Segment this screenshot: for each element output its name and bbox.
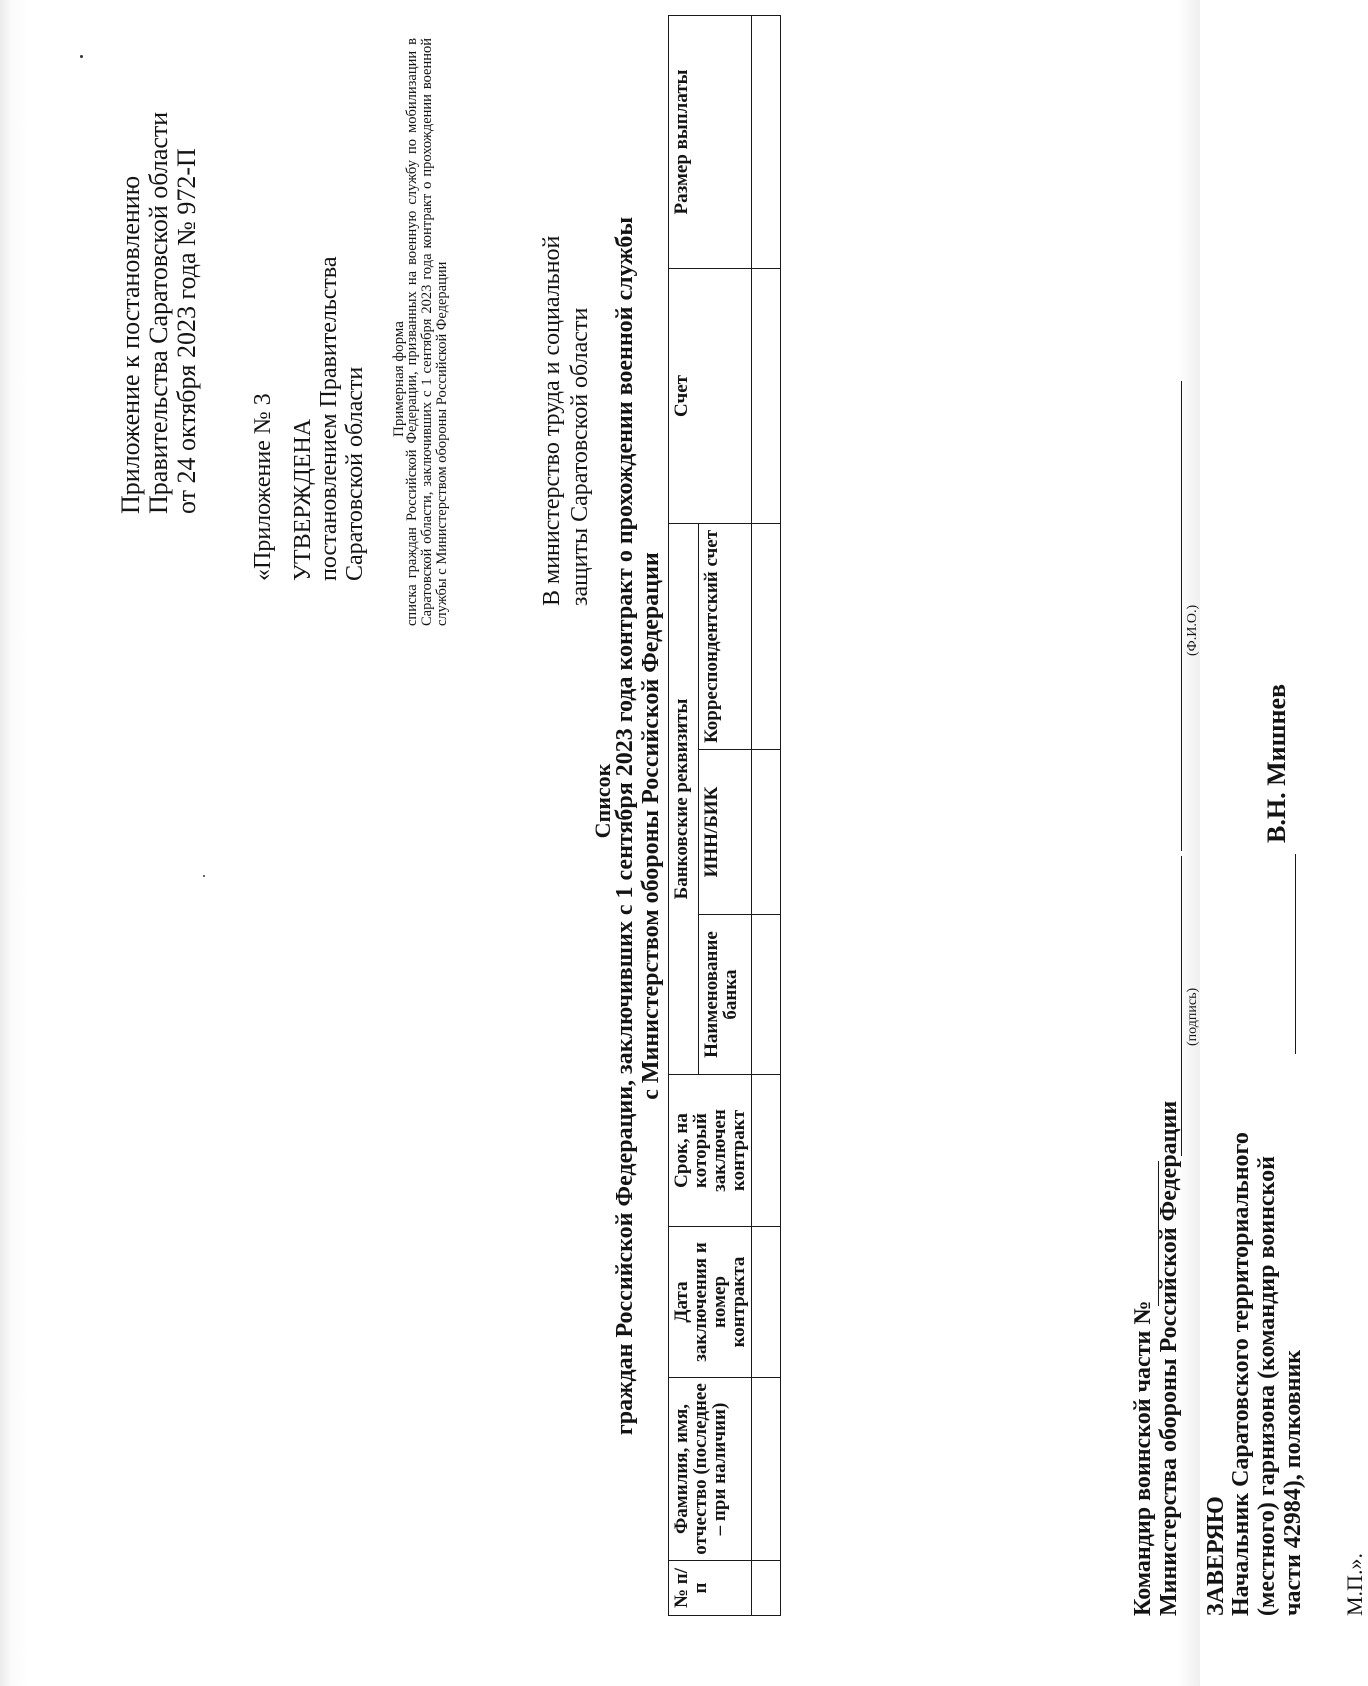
table-cell bbox=[752, 1561, 781, 1616]
commander-line: Командир воинской части № bbox=[1130, 1300, 1156, 1616]
garrison-chief-line: (местного) гарнизона (командир воинской bbox=[1254, 1156, 1280, 1616]
appendix-header-line: Приложение к постановлению bbox=[116, 175, 145, 514]
col-bank-group-header: Банковские реквизиты bbox=[669, 524, 699, 1075]
list-subtitle bbox=[612, 16, 664, 1636]
addressee-line: В министерство труда и социальной bbox=[539, 235, 565, 606]
chief-signature-line bbox=[1295, 854, 1296, 1054]
list-subtitle-line: граждан Российской Федерации, заключивших с 1 сентября 2023 года контракт о прохождении военной службы bbox=[612, 216, 638, 1436]
garrison-chief-line: части 42984), полковник bbox=[1280, 1349, 1306, 1616]
table-cell bbox=[752, 750, 781, 915]
fio-line bbox=[1181, 381, 1182, 851]
appendix-header-line: от 24 октября 2023 года № 972-П bbox=[172, 148, 201, 514]
appendix-number: «Приложение № 3 bbox=[250, 393, 276, 581]
signer-name: В.Н. Мишнев bbox=[1262, 683, 1291, 843]
form-title: Примерная форма bbox=[391, 321, 407, 437]
garrison-chief-line: Начальник Саратовского территориального bbox=[1228, 1132, 1254, 1616]
commander-line: Министерства обороны Российской Федерации bbox=[1156, 1100, 1182, 1616]
table-header-row bbox=[669, 16, 699, 1616]
col-number-header: № п/п bbox=[669, 1561, 752, 1616]
addressee bbox=[538, 236, 594, 606]
appendix-header bbox=[117, 112, 201, 514]
signature-caption: (подпись) bbox=[1185, 987, 1200, 1046]
citizens-table bbox=[668, 15, 781, 1616]
approval-line: Саратовской области bbox=[342, 366, 368, 581]
col-amount-header: Размер выплаты bbox=[669, 16, 752, 269]
col-corr-account-header: Корреспондентский счет bbox=[699, 524, 752, 750]
col-inn-bik-header: ИНН/БИК bbox=[699, 750, 752, 915]
table-cell bbox=[752, 16, 781, 269]
approval-line: постановлением Правительства bbox=[316, 256, 342, 581]
addressee-line: защиты Саратовской области bbox=[567, 307, 593, 606]
approval-block bbox=[250, 256, 368, 581]
unit-number-line bbox=[1158, 1161, 1159, 1306]
certify-label: ЗАВЕРЯЮ bbox=[1203, 1496, 1229, 1616]
fio-caption: (Ф.И.О.) bbox=[1185, 604, 1200, 656]
table-cell bbox=[752, 1075, 781, 1227]
table-cell bbox=[752, 1378, 781, 1561]
commander-block bbox=[1130, 1101, 1182, 1616]
col-contract-date-header: Дата заключения и номер контракта bbox=[669, 1227, 752, 1378]
col-term-header: Срок, на который заключен контракт bbox=[669, 1075, 752, 1227]
table-row bbox=[752, 16, 781, 1616]
signature-line bbox=[1181, 856, 1182, 1156]
table-cell bbox=[752, 524, 781, 750]
col-account-header: Счет bbox=[669, 269, 752, 524]
list-subtitle-line: с Министерством обороны Российской Федерации bbox=[638, 552, 664, 1100]
form-description: списка граждан Российской Федерации, призванных на военную службу по мобилизации в Саратовской области, заключивших с 1 сентября 2023 года контракт о прохождении военной службы с Министерством обороны Российской Федерации bbox=[404, 38, 450, 626]
stamp-place: М.П.». bbox=[1342, 1553, 1367, 1616]
table-cell bbox=[752, 915, 781, 1075]
approved-label: УТВЕРЖДЕНА bbox=[290, 418, 316, 581]
table-cell bbox=[752, 1227, 781, 1378]
col-bank-name-header: Наименование банка bbox=[699, 915, 752, 1075]
col-fio-header: Фамилия, имя, отчество (последнее – при наличии) bbox=[669, 1378, 752, 1561]
table-cell bbox=[752, 269, 781, 524]
list-title: Список bbox=[590, 763, 615, 839]
appendix-header-line: Правительства Саратовской области bbox=[144, 111, 173, 514]
garrison-chief-block bbox=[1228, 1132, 1306, 1616]
